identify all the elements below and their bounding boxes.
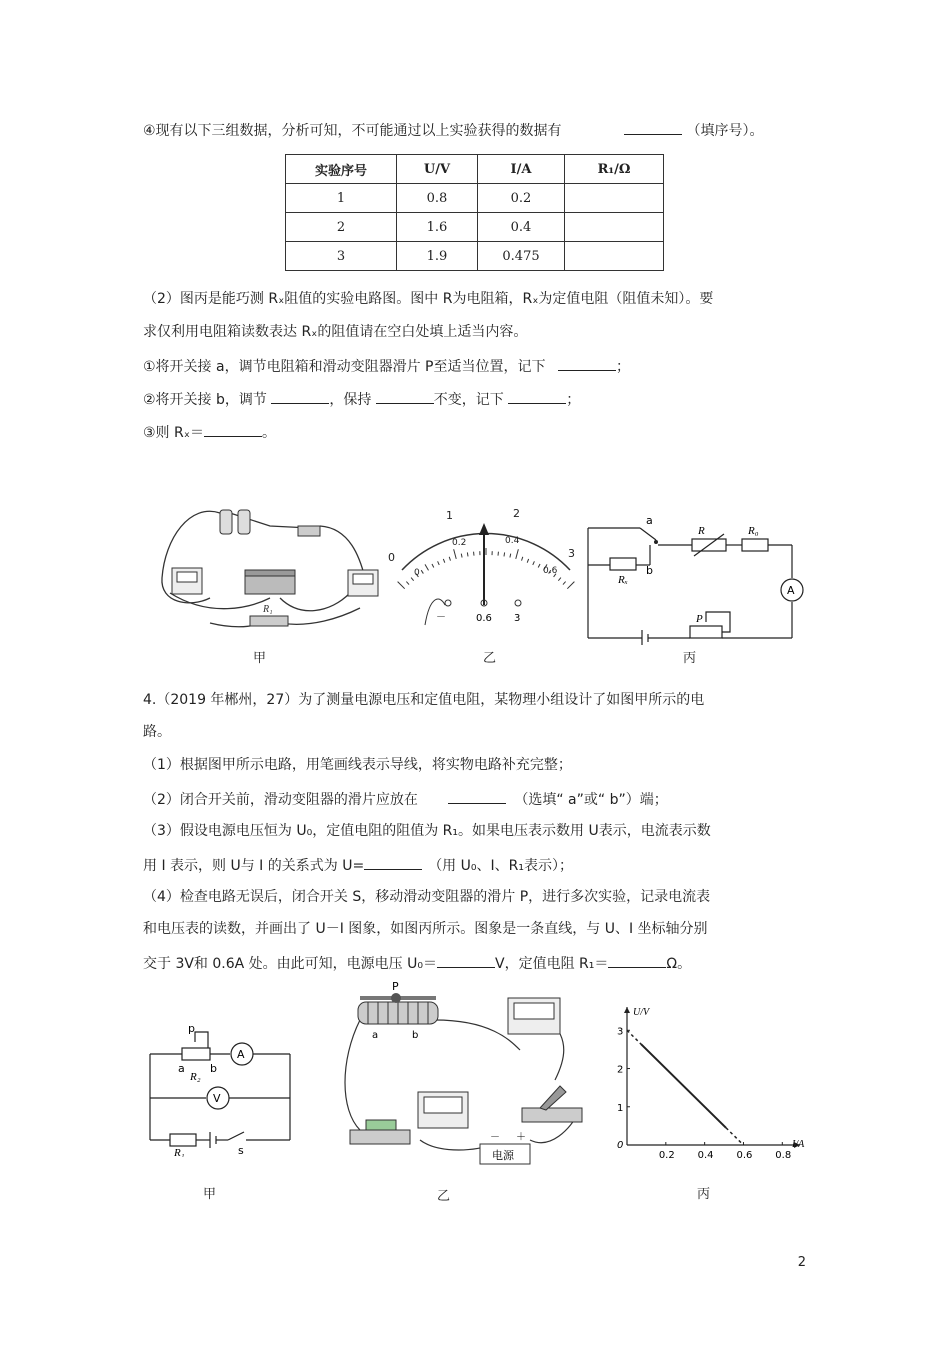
question-text: 用 I 表示，则 U与 I 的关系式为 U= — [143, 858, 365, 874]
question-text: （2）闭合开关前，滑动变阻器的滑片应放在 — [143, 792, 418, 808]
answer-blank[interactable] — [558, 356, 616, 371]
apparatus-label: － — [490, 1132, 500, 1143]
table-header: 实验序号 — [286, 155, 397, 184]
dial-tick — [432, 564, 434, 568]
answer-blank[interactable] — [608, 953, 666, 968]
ammeter-label: A — [237, 1048, 245, 1061]
answer-blank[interactable] — [437, 953, 495, 968]
figure-caption: 甲 — [203, 1187, 217, 1202]
circuit-label: R₂ — [190, 1071, 201, 1083]
question-suffix: （填序号）。 — [686, 123, 764, 139]
dial-tick — [533, 561, 535, 565]
table-row — [286, 213, 664, 242]
punct: ； — [615, 359, 630, 375]
circuit-label: R₁ — [174, 1147, 185, 1157]
y-tick-label: 3 — [617, 1026, 624, 1038]
series-extrapolation — [627, 1030, 641, 1044]
figure-caption: 丙 — [697, 1187, 711, 1202]
table-row — [286, 184, 664, 213]
step-text: ③则 Rₓ＝ — [143, 425, 204, 441]
series-line — [641, 1044, 726, 1128]
ammeter-label: A — [787, 584, 795, 597]
answer-blank[interactable] — [204, 422, 262, 437]
scale-label: 0 — [388, 551, 395, 564]
terminal-label: － — [436, 612, 446, 623]
dial-tick — [538, 564, 540, 568]
figure-caption: 甲 — [253, 651, 267, 666]
table-header-row — [286, 155, 664, 184]
meter-dial-figure — [380, 495, 590, 635]
answer-blank[interactable] — [271, 389, 329, 404]
circuit-label: P — [696, 613, 703, 625]
figure-caption: 乙 — [437, 1189, 451, 1204]
y-axis-label: U/V — [633, 1007, 650, 1018]
dial-tick — [522, 557, 523, 561]
question-line: （3）假设电源电压恒为 U₀，定值电阻的阻值为 R₁。如果电压表示数用 U表示，电流表示数 — [143, 823, 711, 839]
table-cell: 0.4 — [478, 213, 565, 242]
scale-label: 1 — [446, 509, 453, 522]
circuit-label: p — [188, 1022, 195, 1035]
origin-label: 0 — [617, 1140, 624, 1151]
table-cell[interactable] — [565, 213, 664, 242]
circuit-diagram-2 — [140, 1022, 300, 1157]
dial-tick — [563, 582, 566, 585]
u-i-chart — [605, 1005, 805, 1170]
dial-tick — [438, 561, 440, 565]
scale-label: 2 — [513, 507, 520, 520]
svg-text:R₁: R₁ — [263, 604, 273, 615]
table-header: I/A — [478, 155, 565, 184]
apparatus-figure-2 — [340, 980, 590, 1170]
dial-tick — [516, 549, 519, 559]
power-source-label: 电源 — [492, 1149, 514, 1162]
circuit-label: R — [698, 525, 705, 537]
x-tick-label: 0.8 — [775, 1150, 792, 1161]
dial-tick — [454, 549, 457, 559]
question-line — [143, 120, 763, 140]
circuit-label: b — [646, 564, 653, 577]
figure-caption: 丙 — [683, 651, 697, 666]
table-cell: 2 — [286, 213, 397, 242]
dial-tick — [567, 582, 574, 589]
apparatus-label: b — [412, 1030, 419, 1041]
question-line — [143, 953, 691, 973]
table-cell: 1 — [286, 184, 397, 213]
apparatus-figure-1 — [150, 498, 385, 638]
step-line — [143, 422, 276, 442]
dial-tick — [467, 552, 468, 556]
answer-blank[interactable] — [448, 789, 506, 804]
answer-blank[interactable] — [376, 389, 434, 404]
circuit-label: b — [210, 1062, 217, 1075]
circuit-label: s — [238, 1144, 244, 1157]
step-text: ，保持 — [329, 392, 372, 408]
scale-label: 0.2 — [452, 538, 467, 548]
question-line — [143, 789, 668, 809]
table-cell: 1.6 — [397, 213, 478, 242]
punct: 。 — [261, 425, 276, 441]
step-text: ①将开关接 a，调节电阻箱和滑动变阻器滑片 P至适当位置，记下 — [143, 359, 546, 375]
x-tick-label: 0.2 — [658, 1150, 675, 1161]
x-tick-label: 0.6 — [736, 1150, 753, 1161]
question-text: ④现有以下三组数据，分析可知，不可能通过以上实验获得的数据有 — [143, 123, 562, 139]
table-row — [286, 242, 664, 271]
question-text: Ω。 — [666, 956, 692, 972]
answer-blank[interactable] — [508, 389, 566, 404]
y-tick-label: 1 — [617, 1102, 624, 1114]
dial-tick — [449, 557, 450, 561]
dial-tick — [443, 559, 444, 563]
table-cell[interactable] — [565, 184, 664, 213]
scale-label: 3 — [568, 547, 575, 560]
question-line: （2）图丙是能巧测 Rₓ阻值的实验电路图。图中 R为电阻箱，Rₓ为定值电阻（阻值未知）。要 — [143, 291, 714, 307]
table-cell[interactable] — [565, 242, 664, 271]
question-text: V，定值电阻 R₁＝ — [495, 956, 609, 972]
step-line — [143, 356, 630, 376]
dial-tick — [510, 554, 511, 558]
circuit-label: a — [646, 514, 653, 527]
dial-tick — [558, 578, 561, 581]
circuit-diagram-1 — [580, 510, 810, 645]
scale-label: 0.4 — [505, 536, 520, 546]
question-text: （用 U₀、I、R₁表示）； — [428, 858, 573, 874]
table-cell: 0.475 — [478, 242, 565, 271]
apparatus-label: a — [372, 1030, 379, 1041]
figure-caption: 乙 — [483, 651, 497, 666]
step-text: 不变，记下 — [433, 392, 504, 408]
page-number: 2 — [797, 1255, 806, 1270]
terminal-label: 3 — [514, 613, 521, 624]
x-tick-label: 0.4 — [697, 1150, 714, 1161]
dial-tick — [425, 564, 429, 570]
question-text: 交于 3V和 0.6A 处。由此可知，电源电压 U₀＝ — [143, 956, 437, 972]
circuit-label: a — [178, 1062, 185, 1075]
table-cell: 0.8 — [397, 184, 478, 213]
terminal-label: 0.6 — [476, 613, 492, 624]
answer-blank[interactable] — [624, 120, 682, 135]
dial-tick — [398, 582, 405, 589]
question-line: 求仅利用电阻箱读数表达 Rₓ的阻值请在空白处填上适当内容。 — [143, 324, 528, 340]
question-line: 和电压表的读数，并画出了 U－I 图象，如图丙所示。图象是一条直线，与 U、I 坐标轴分别 — [143, 921, 708, 937]
scale-label: 0 — [414, 568, 420, 578]
voltmeter-label: V — [213, 1092, 221, 1105]
series-extrapolation — [726, 1128, 743, 1145]
step-text: ②将开关接 b，调节 — [143, 392, 267, 408]
dial-tick — [504, 552, 505, 556]
dial-tick — [421, 570, 423, 573]
data-table — [285, 154, 664, 271]
step-line — [143, 389, 580, 409]
punct: ； — [566, 392, 581, 408]
apparatus-label: ＋ — [516, 1132, 526, 1143]
dial-tick — [527, 559, 528, 563]
table-header: R₁/Ω — [565, 155, 664, 184]
x-axis-label: I/A — [792, 1139, 805, 1150]
question-line: 4.（2019 年郴州，27）为了测量电源电压和定值电阻，某物理小组设计了如图甲所示的电 — [143, 692, 705, 708]
scale-label: 0.6 — [543, 566, 558, 576]
question-line — [143, 855, 573, 875]
question-line: （1）根据图甲所示电路，用笔画线表示导线，将实物电路补充完整； — [143, 757, 572, 773]
answer-blank[interactable] — [364, 855, 422, 870]
question-line: （4）检查电路无误后，闭合开关 S，移动滑动变阻器的滑片 P，进行多次实验，记录电流表 — [143, 889, 711, 905]
y-axis-arrow — [624, 1007, 630, 1013]
table-cell: 3 — [286, 242, 397, 271]
dial-tick — [461, 554, 462, 558]
apparatus-label: P — [392, 980, 399, 993]
y-tick-label: 2 — [617, 1064, 624, 1076]
table-cell: 1.9 — [397, 242, 478, 271]
question-line: 路。 — [143, 724, 171, 740]
circuit-label: R₀ — [748, 525, 759, 537]
table-header: U/V — [397, 155, 478, 184]
table-cell: 0.2 — [478, 184, 565, 213]
question-text: （选填“ a”或“ b”）端； — [514, 792, 668, 808]
circuit-label: Rₓ — [618, 574, 628, 586]
dial-tick — [406, 582, 409, 585]
